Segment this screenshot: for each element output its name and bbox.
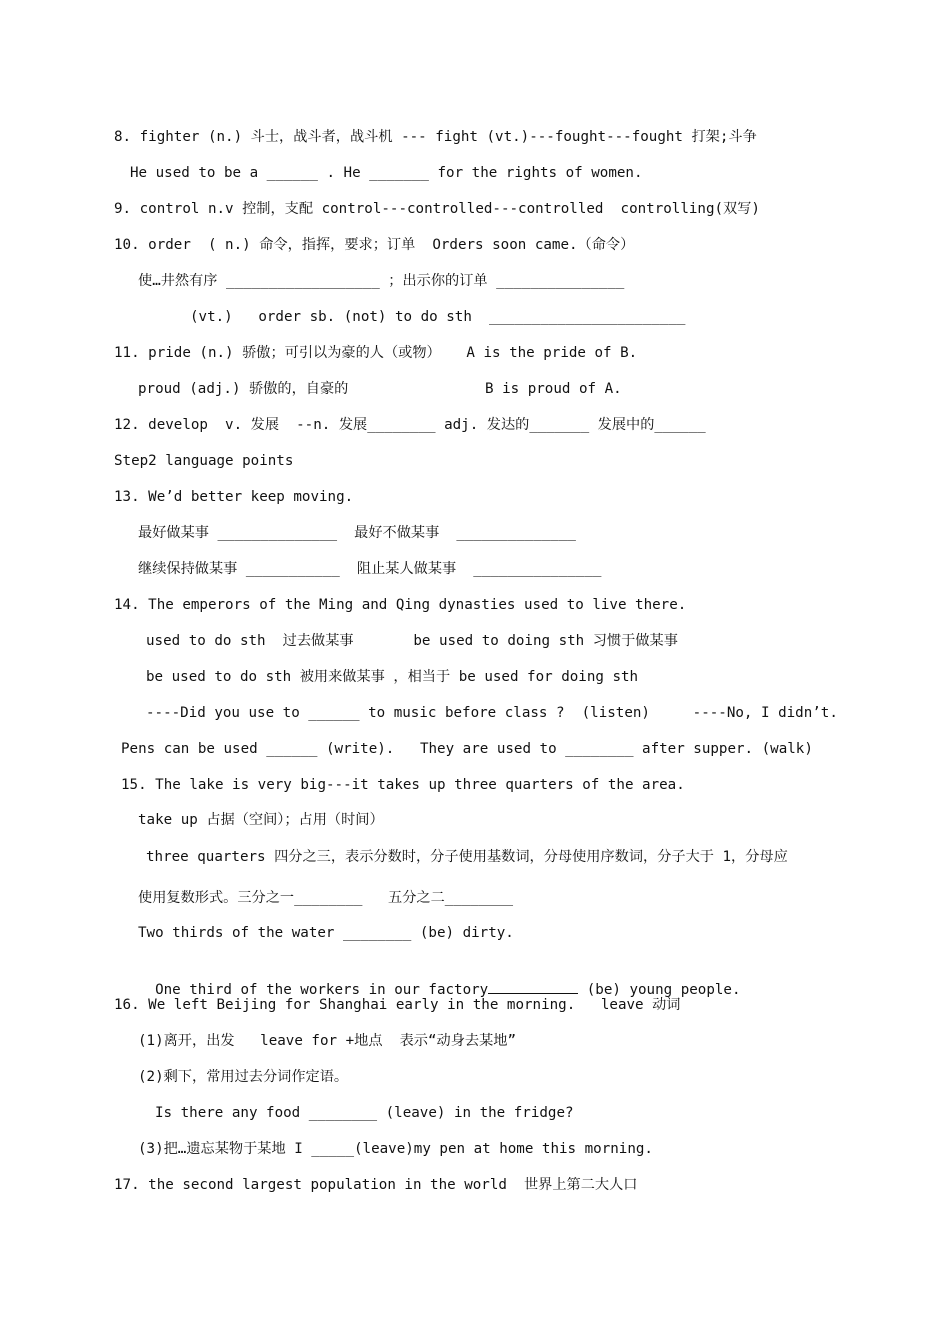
- line-12-develop: 12. develop v. 发展 --n. 发展________ adj. 发达的_______ 发展中的______: [114, 417, 706, 433]
- one-third-text: One third of the workers in our factory: [155, 982, 489, 998]
- line-14-emperors: 14. The emperors of the Ming and Qing dynasties used to live there.: [114, 597, 687, 613]
- line-15-plural: 使用复数形式。三分之一________ 五分之二________: [138, 890, 514, 906]
- line-10-order: 10. order ( n.) 命令，指挥，要求；订单 Orders soon came.（命令）: [114, 237, 635, 253]
- line-14-be-used-to: be used to do sth 被用来做某事 ，相当于 be used for doing sth: [146, 669, 639, 685]
- line-13-phrases-1: 最好做某事 ______________ 最好不做某事 ______________: [138, 525, 576, 541]
- line-15-quarters: three quarters 四分之三，表示分数时，分子使用基数词，分母使用序数词，分子大于 1，分母应: [146, 849, 788, 865]
- line-15-two-thirds: Two thirds of the water ________ (be) dirty.: [138, 925, 514, 941]
- line-16-meaning-1: (1)离开，出发 leave for +地点 表示“动身去某地”: [138, 1033, 516, 1049]
- answer-blank: [488, 979, 578, 994]
- line-8-example: He used to be a ______ . He _______ for the rights of women.: [130, 165, 643, 181]
- line-17-population: 17. the second largest population in the world 世界上第二大人口: [114, 1177, 638, 1193]
- line-14-used-to: used to do sth 过去做某事 be used to doing sth 习惯于做某事: [146, 633, 678, 649]
- line-13-better: 13. We’d better keep moving.: [114, 489, 354, 505]
- line-15-one-third: [138, 959, 741, 998]
- line-13-phrases-2: 继续保持做某事 ___________ 阻止某人做某事 _______________: [138, 561, 602, 577]
- step2-heading: Step2 language points: [114, 453, 294, 469]
- line-16-meaning-3: (3)把…遗忘某物于某地 I _____(leave)my pen at home this morning.: [138, 1141, 653, 1157]
- line-16-beijing: 16. We left Beijing for Shanghai early in the morning. leave 动词: [114, 997, 681, 1013]
- line-8-fighter: 8. fighter (n.) 斗士，战斗者，战斗机 --- fight (vt.)---fought---fought 打架;斗争: [114, 129, 757, 145]
- line-9-control: 9. control n.v 控制，支配 control---controlled---controlled controlling(双写): [114, 201, 760, 217]
- line-10-meanings: 使…井然有序 __________________ ；出示你的订单 _______________: [138, 273, 625, 289]
- line-15-take-up: take up 占据（空间）；占用（时间）: [138, 812, 384, 828]
- line-16-meaning-2: (2)剩下，常用过去分词作定语。: [138, 1069, 349, 1085]
- line-15-lake: 15. The lake is very big---it takes up three quarters of the area.: [121, 777, 685, 793]
- line-11-pride: 11. pride (n.) 骄傲；可引以为豪的人（或物） A is the pride of B.: [114, 345, 638, 361]
- line-10-vt: (vt.) order sb. (not) to do sth _______________________: [190, 309, 686, 325]
- line-14-pens: Pens can be used ______ (write). They are used to ________ after supper. (walk): [121, 741, 813, 757]
- line-11-proud: proud (adj.) 骄傲的，自豪的 B is proud of A.: [138, 381, 622, 397]
- one-third-suffix: (be) young people.: [586, 982, 741, 998]
- line-16-fridge: Is there any food ________ (leave) in the fridge?: [155, 1105, 574, 1121]
- line-14-dialogue: ----Did you use to ______ to music before class ? (listen) ----No, I didn’t.: [146, 705, 838, 721]
